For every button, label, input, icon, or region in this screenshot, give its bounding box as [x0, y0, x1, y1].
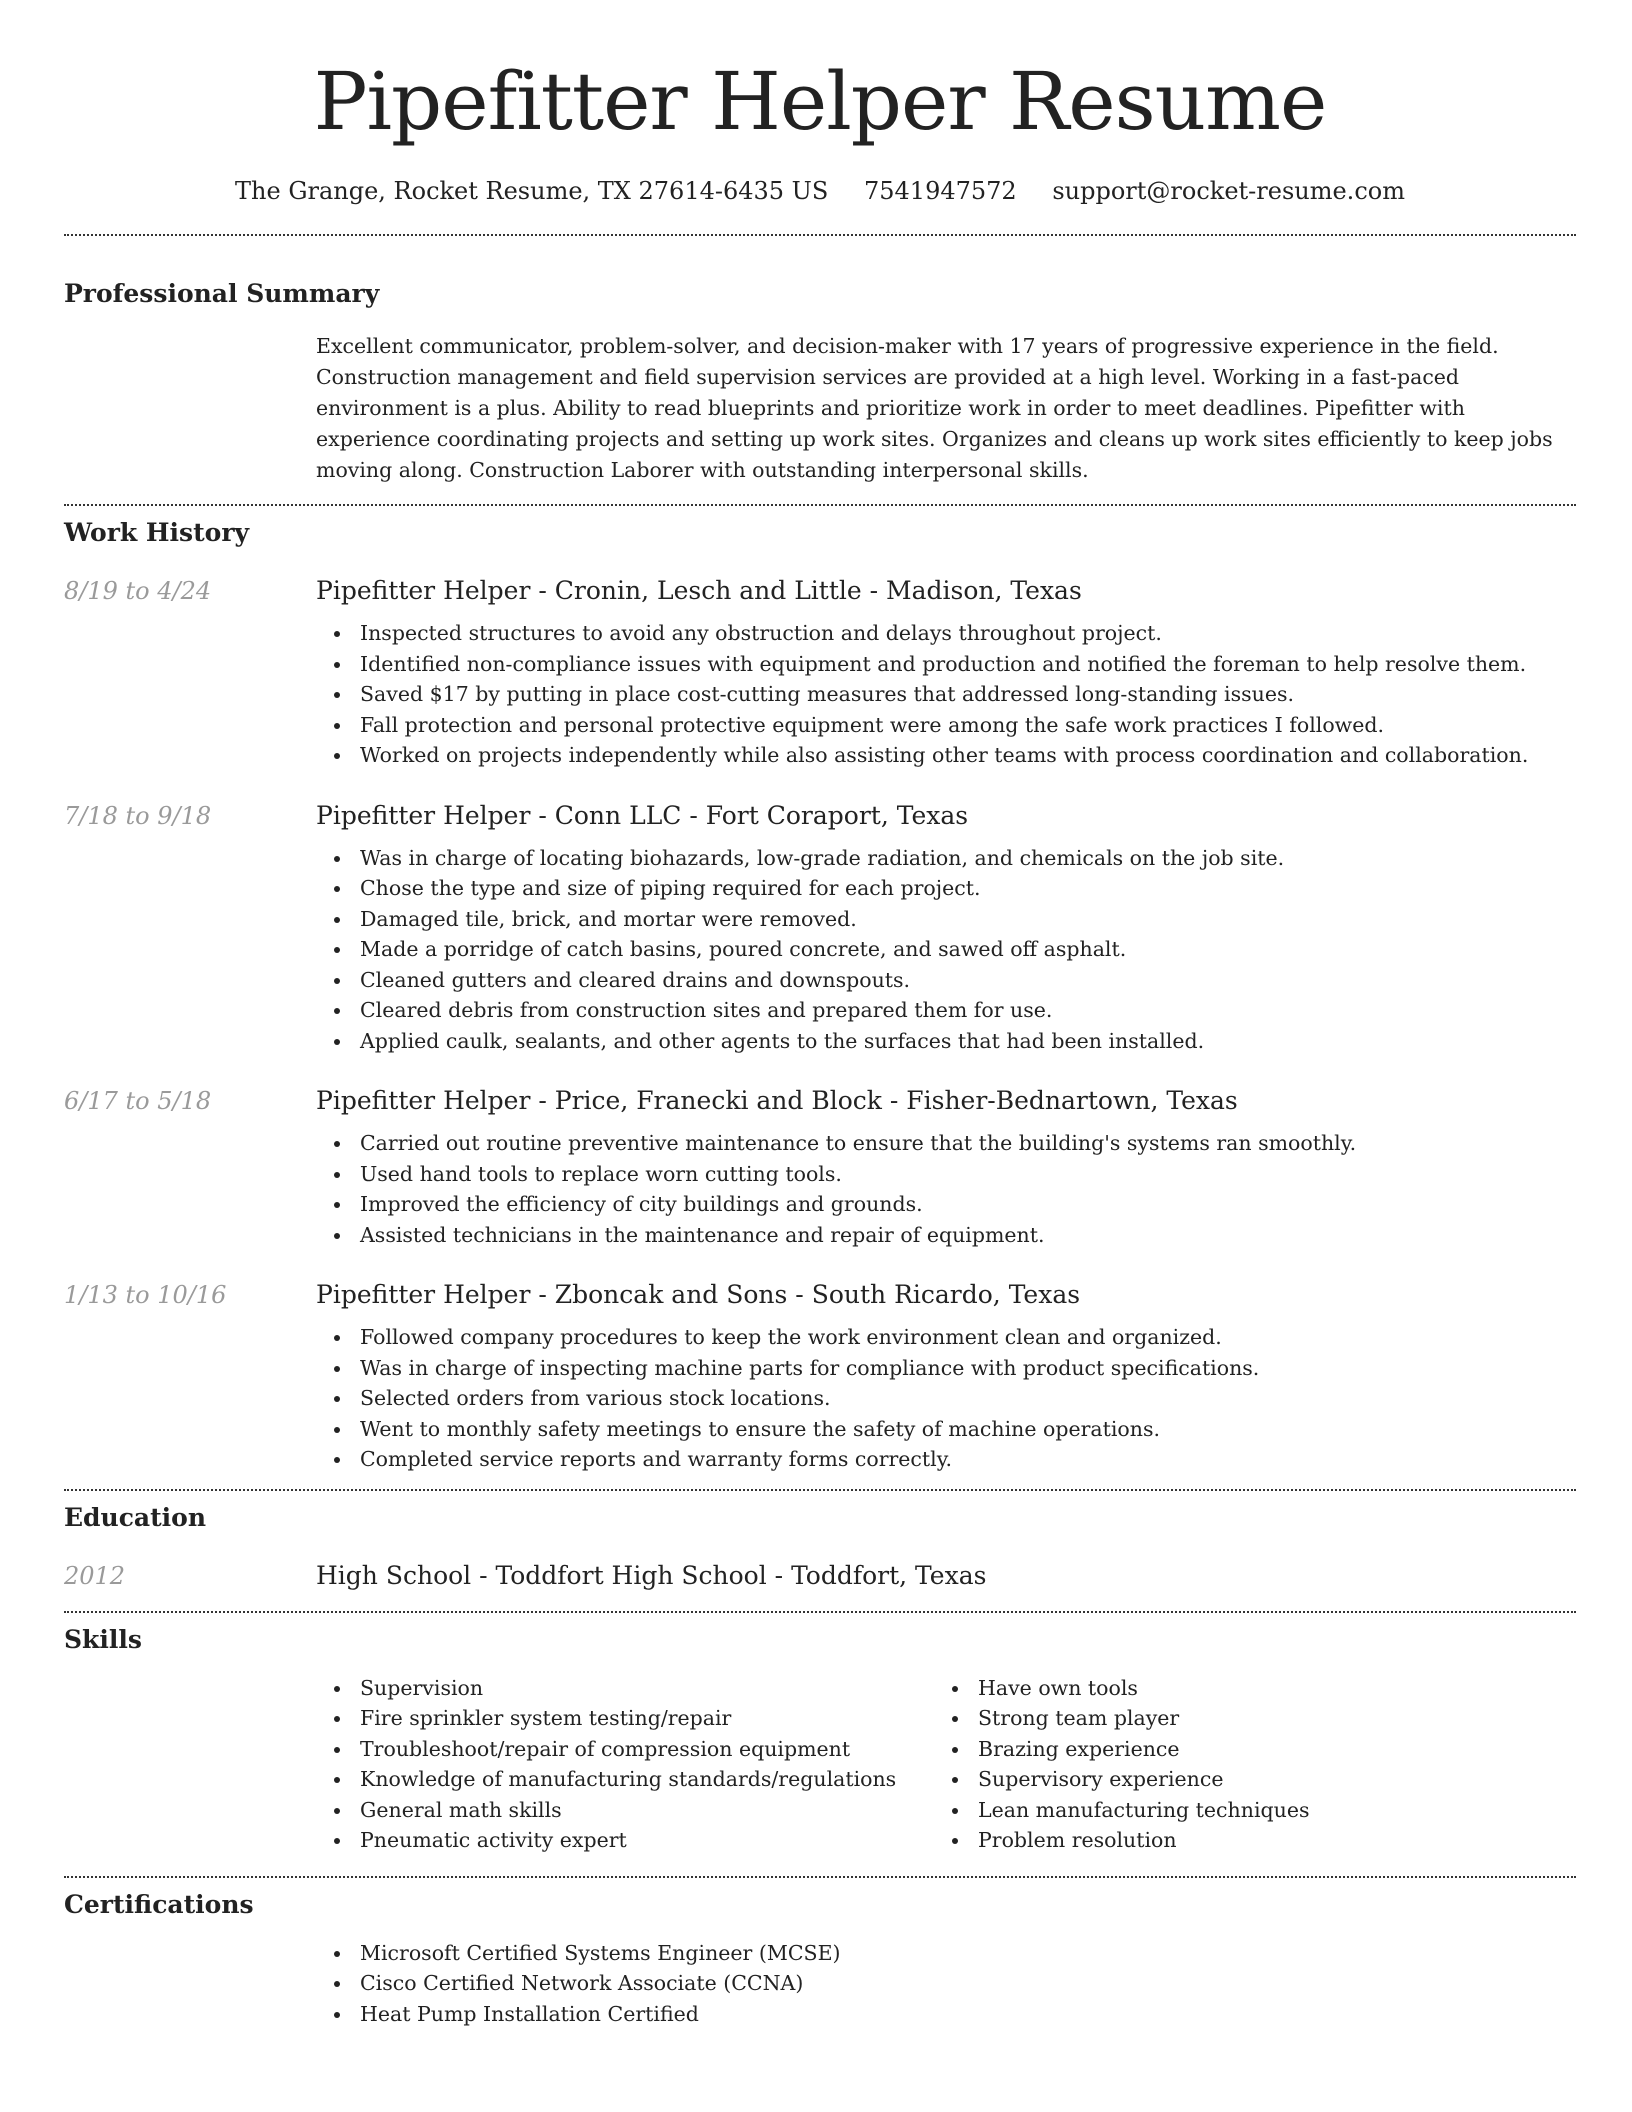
list-item: Troubleshoot/repair of compression equipment [316, 1734, 934, 1765]
list-item: General math skills [316, 1795, 934, 1826]
job-bullets [316, 1128, 1576, 1250]
section-title-work: Work History [64, 518, 250, 547]
list-item: Chose the type and size of piping required for each project. [316, 873, 1576, 904]
skills-grid [316, 1673, 1576, 1856]
list-item: Improved the efficiency of city buildings and grounds. [316, 1189, 1576, 1220]
list-item: Was in charge of locating biohazards, low-grade radiation, and chemicals on the job site. [316, 843, 1576, 874]
list-item: Fall protection and personal protective equipment were among the safe work practices I followed. [316, 710, 1576, 741]
job-dates: 6/17 to 5/18 [64, 1087, 212, 1115]
list-item: Damaged tile, brick, and mortar were removed. [316, 904, 1576, 935]
list-item: Knowledge of manufacturing standards/regulations [316, 1764, 934, 1795]
list-item: Assisted technicians in the maintenance and repair of equipment. [316, 1220, 1576, 1251]
list-item: Heat Pump Installation Certified [316, 1999, 1576, 2030]
certifications-list [316, 1938, 1576, 2030]
divider [64, 1876, 1576, 1878]
divider [64, 234, 1576, 236]
skills-section [64, 1623, 1576, 1856]
list-item: Worked on projects independently while also assisting other teams with process coordination and collaboration. [316, 740, 1576, 771]
job-entry [64, 574, 1576, 771]
list-item: Inspected structures to avoid any obstruction and delays throughout project. [316, 618, 1576, 649]
list-item: Cleared debris from construction sites and prepared them for use. [316, 995, 1576, 1026]
list-item: Fire sprinkler system testing/repair [316, 1703, 934, 1734]
summary-text: Excellent communicator, problem-solver, and decision-maker with 17 years of progressive experience in the field. Construction management and field supervision services are provided at a high level. Working in a fast-paced environment is a plus. Ability to read blueprints and prioritize work in order to meet deadlines. Pipefitter with experience coordinating projects and setting up work sites. Organizes and cleans up work sites efficiently to keep jobs moving along. Construction Laborer with outstanding interpersonal skills. [316, 334, 1553, 482]
list-item: Strong team player [934, 1703, 1552, 1734]
list-item: Used hand tools to replace worn cutting tools. [316, 1159, 1576, 1190]
job-bullets [316, 843, 1576, 1057]
job-bullets [316, 1322, 1576, 1475]
contact-address: The Grange, Rocket Resume, TX 27614-6435 US [235, 177, 829, 205]
certifications-section [64, 1888, 1576, 2030]
divider [64, 1611, 1576, 1613]
job-entry [64, 1084, 1576, 1250]
job-heading: Pipefitter Helper - Price, Franecki and Block - Fisher-Bednartown, Texas [316, 1086, 1238, 1115]
job-heading: Pipefitter Helper - Conn LLC - Fort Coraport, Texas [316, 800, 969, 830]
contact-email: support@rocket-resume.com [1052, 177, 1405, 205]
list-item: Cleaned gutters and cleared drains and downspouts. [316, 965, 1576, 996]
list-item: Went to monthly safety meetings to ensure the safety of machine operations. [316, 1414, 1576, 1445]
job-dates: 1/13 to 10/16 [64, 1281, 227, 1309]
contact-line [64, 174, 1576, 208]
list-item: Problem resolution [934, 1825, 1552, 1856]
work-section [64, 516, 1576, 1475]
job-dates: 7/18 to 9/18 [64, 801, 212, 830]
list-item: Brazing experience [934, 1734, 1552, 1765]
list-item: Completed service reports and warranty forms correctly. [316, 1444, 1576, 1475]
divider [64, 1489, 1576, 1491]
divider [64, 504, 1576, 506]
list-item: Selected orders from various stock locations. [316, 1383, 1576, 1414]
list-item: Supervisory experience [934, 1764, 1552, 1795]
list-item: Applied caulk, sealants, and other agents to the surfaces that had been installed. [316, 1026, 1576, 1057]
section-title-education: Education [64, 1502, 207, 1532]
job-heading: Pipefitter Helper - Cronin, Lesch and Little - Madison, Texas [316, 576, 1082, 605]
list-item: Lean manufacturing techniques [934, 1795, 1552, 1826]
skills-list-left [316, 1673, 934, 1856]
skills-list-right [934, 1673, 1552, 1856]
list-item: Followed company procedures to keep the work environment clean and organized. [316, 1322, 1576, 1353]
education-entry [64, 1559, 1576, 1593]
list-item: Cisco Certified Network Associate (CCNA) [316, 1968, 1576, 1999]
list-item: Saved $17 by putting in place cost-cutting measures that addressed long-standing issues. [316, 679, 1576, 710]
list-item: Made a porridge of catch basins, poured concrete, and sawed off asphalt. [316, 934, 1576, 965]
list-item: Supervision [316, 1673, 934, 1704]
list-item: Pneumatic activity expert [316, 1825, 934, 1856]
job-heading: Pipefitter Helper - Zboncak and Sons - South Ricardo, Texas [316, 1280, 1081, 1309]
job-dates: 8/19 to 4/24 [64, 577, 212, 605]
job-entry [64, 1278, 1576, 1475]
section-title-certifications: Certifications [64, 1889, 254, 1919]
education-year: 2012 [64, 1561, 126, 1590]
section-title-summary: Professional Summary [64, 279, 380, 308]
list-item: Was in charge of inspecting machine parts for compliance with product specifications. [316, 1353, 1576, 1384]
contact-phone: 7541947572 [864, 177, 1017, 205]
resume-page [64, 0, 1576, 2029]
summary-section [64, 277, 1576, 486]
list-item: Have own tools [934, 1673, 1552, 1704]
job-entry [64, 799, 1576, 1057]
section-title-skills: Skills [64, 1624, 142, 1654]
list-item: Carried out routine preventive maintenance to ensure that the building's systems ran smoothly. [316, 1128, 1576, 1159]
list-item: Identified non-compliance issues with equipment and production and notified the foreman to help resolve them. [316, 649, 1576, 680]
list-item: Microsoft Certified Systems Engineer (MCSE) [316, 1938, 1576, 1969]
resume-title: Pipefitter Helper Resume [313, 55, 1327, 148]
education-heading: High School - Toddfort High School - Toddfort, Texas [316, 1560, 987, 1590]
education-section [64, 1501, 1576, 1593]
job-bullets [316, 618, 1576, 771]
